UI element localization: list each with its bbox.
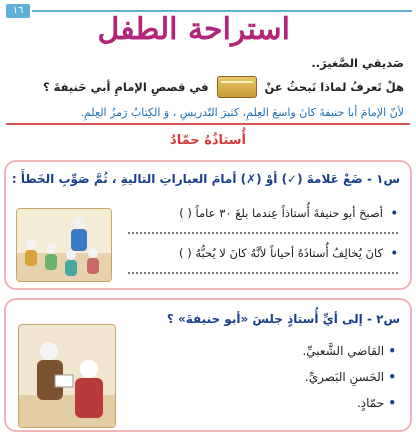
bullet-icon: • — [390, 206, 398, 220]
statement-1-text: أصبحَ أبو حنيفةَ أُستاذاً عِندما بلغَ ٣٠ عاماً ( ) — [179, 206, 383, 220]
option-3[interactable] — [357, 396, 396, 410]
section-divider — [6, 123, 410, 125]
question-2-box — [4, 298, 412, 432]
book-icon — [217, 76, 257, 98]
option-1[interactable] — [302, 344, 396, 358]
intro-question-part2: في قصصِ الإمامِ أبي حَنيفةَ ؟ — [42, 80, 209, 94]
intro-greeting: صَديقي الصَّغيرَ.. — [311, 56, 404, 70]
teacher-student-illustration-art — [19, 325, 115, 427]
bullet-icon: • — [390, 246, 398, 260]
scholars-illustration — [16, 208, 112, 282]
answer-line-2[interactable] — [128, 266, 398, 274]
page-title: استراحة الطفل — [97, 12, 290, 47]
option-3-label: حمّادٍ. — [356, 396, 385, 410]
bullet-icon: • — [384, 396, 396, 410]
question-2-prompt: س٢ - إلى أيِّ أُستاذٍ جلسَ «أبو حنيفةَ» ؟ — [166, 312, 400, 326]
question-1-box — [4, 160, 412, 290]
statement-2[interactable] — [128, 246, 398, 274]
question-1-prompt: س١ - ضَعْ عَلامةَ (✓) أوْ (✗) أمامَ العباراتِ التاليةِ ، ثُمَّ صَوِّبِ الخَطأَ : — [11, 172, 400, 186]
intro-question — [14, 76, 404, 98]
bullet-icon: • — [384, 370, 396, 384]
intro-answer: لأنّ الإمامَ أبا حنيفةَ كانَ واسعَ العِلمِ، كثيرَ التّدريسِ ، وَ الكِتابُ رَمزُ العِلمِ. — [80, 106, 404, 119]
bullet-icon: • — [384, 344, 396, 358]
intro-section — [14, 56, 404, 119]
teacher-student-illustration — [18, 324, 116, 428]
option-1-label: القاضي الشَّعبيِّ. — [302, 344, 385, 358]
answer-line-1[interactable] — [128, 226, 398, 234]
intro-question-part1: هلْ تَعرفُ لماذا نَبحثُ عنْ — [264, 80, 404, 94]
statement-1[interactable] — [128, 206, 398, 234]
page-number: ١٦ — [6, 4, 30, 18]
story-title: أُستاذُهُ حمّادُ — [170, 133, 246, 148]
scholars-illustration-art — [17, 209, 111, 281]
option-2[interactable] — [305, 370, 396, 384]
statement-2-text: كانَ يُخالِفُ أُستاذَهُ أحياناً لأنَّهُ كانَ لا يُحبُّهُ ( ) — [179, 246, 383, 260]
option-2-label: الحَسنِ البَصريِّ. — [304, 370, 385, 384]
